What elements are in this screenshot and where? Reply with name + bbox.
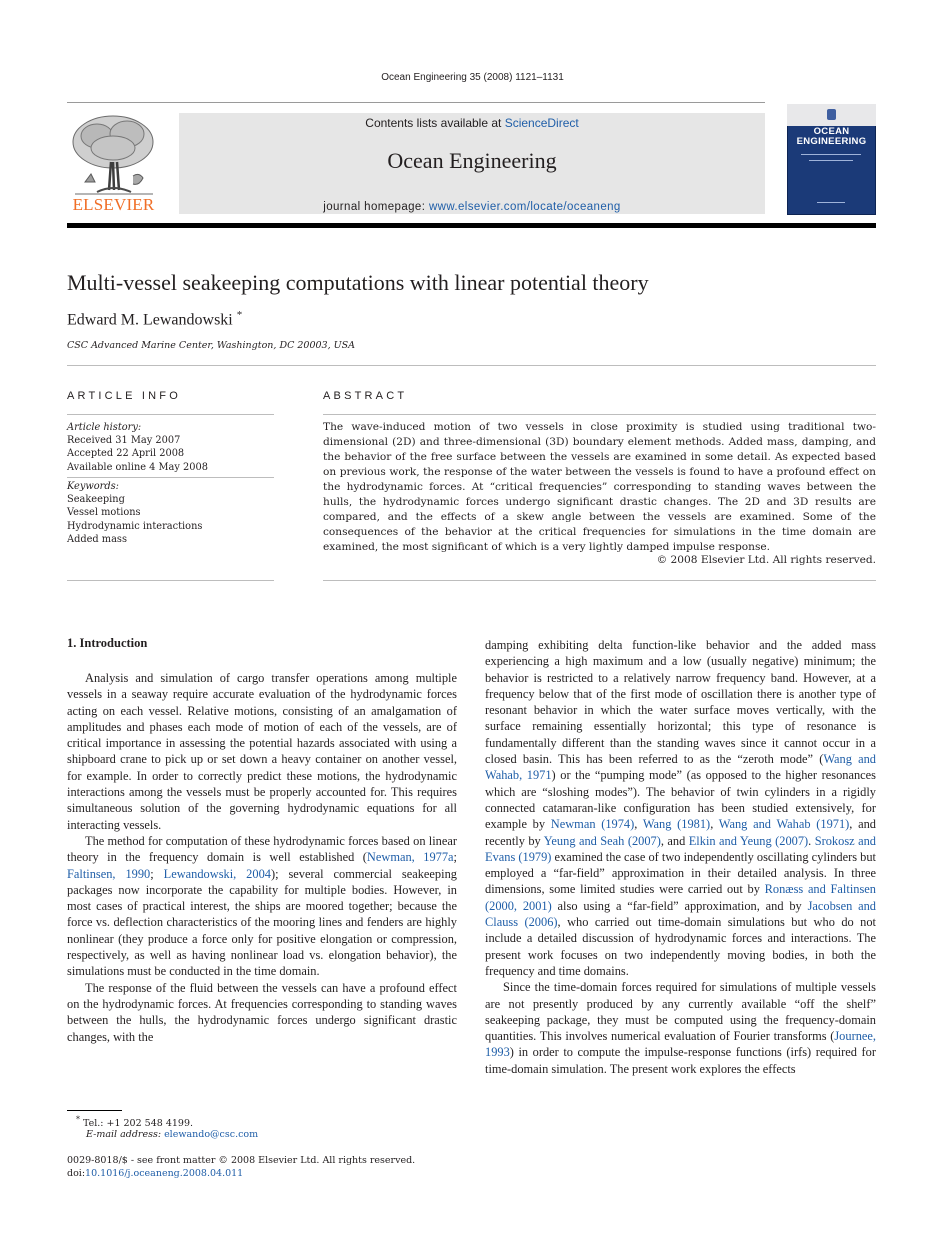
running-header-citation: Ocean Engineering 35 (2008) 1121–1131 (381, 72, 564, 83)
article-history (67, 421, 208, 474)
citation-link[interactable]: Jacobsen and Clauss (2006) (485, 898, 876, 930)
footnote-rule (67, 1110, 122, 1111)
cover-title-line1: OCEAN (813, 126, 850, 137)
body-left-column (67, 670, 457, 1045)
paragraph (67, 833, 457, 980)
author-name: Edward M. Lewandowski (67, 311, 233, 329)
keywords-label: Keywords: (67, 481, 119, 492)
citation-link[interactable]: Lewandowski, 2004 (163, 866, 271, 881)
paragraph-text: ; (453, 850, 457, 865)
paragraph (485, 637, 876, 979)
paragraph-text: ; (150, 866, 164, 881)
abstract-bottom-rule (323, 580, 876, 581)
citation-link[interactable]: Newman, 1977a (366, 850, 454, 865)
article-info-bottom-rule (67, 580, 274, 581)
paragraph-text: ) in order to compute the impulse-response functions (irfs) required for time-domain simulation. The present work explores the effects (485, 1045, 876, 1076)
citation-link[interactable]: Faltinsen, 1990 (67, 866, 151, 881)
paragraph: Analysis and simulation of cargo transfer operations among multiple vessels in a seaway require accurate evaluation of the hydrodynamic forces acting on each vessel. Relative motions, consisting of an amalgamation of amplitudes and phases each mode of motion of each of the vessels, are of critical importance in assessing the potential hazards associated with using a shipboard crane to pick up or set down a heavy container on another vessel, for example. In order to correctly predict these motions, the hydrodynamic interactions among the vessels must be properly accounted for. This requires simultaneous solution of the governing hydrodynamic equations for all interacting vessels. (67, 671, 457, 832)
homepage-link[interactable]: www.elsevier.com/locate/oceaneng (428, 201, 621, 213)
contents-prefix: Contents lists available at (365, 116, 505, 130)
paragraph: The response of the fluid between the vessels can have a profound effect on the hydrodynamic forces. At frequencies corresponding to standing waves between the hulls, the hydrodynamic forces undergo significant drastic changes, with the (67, 980, 457, 1044)
paragraph-text: Since the time-domain forces required for simulations of multiple vessels are not presently produced by any currently available “off the shelf” seakeeping package, they must be computed using the frequency-domain quantities. This involves numerical evaluation of Fourier transforms ( (485, 980, 876, 1044)
journal-title: Ocean Engineering (387, 148, 557, 173)
cover-logo-icon (827, 109, 836, 120)
keyword-item: Seakeeping (67, 494, 125, 506)
header-divider (67, 102, 765, 103)
sciencedirect-link[interactable]: ScienceDirect (504, 116, 579, 130)
paragraph-text: also using a “far-field” approximation, and by (551, 898, 808, 913)
body-right-column (485, 637, 876, 1077)
citation-link[interactable]: Wang (1981) (642, 817, 711, 832)
elsevier-wordmark: ELSEVIER (72, 195, 155, 214)
citation-link[interactable]: Elkin and Yeung (2007) (688, 833, 809, 848)
citation-link[interactable]: Yeung and Seah (2007) (543, 833, 661, 848)
history-accepted: Accepted 22 April 2008 (67, 448, 185, 460)
history-received: Received 31 May 2007 (67, 435, 181, 447)
history-keywords-rule (67, 477, 274, 478)
paragraph-text: damping exhibiting delta function-like behavior and the added mass experiencing a high maximum and a low (usually negative) minimum; the behavior is restricted to a relatively narrow frequency band. However, at a frequency below that of the first mode of oscillation there is another type of resonant behavior in which the water surface moves vertically, with the surface remaining essentially horizontal; this type of resonance is fundamentally different than the standing waves since it cannot occur in a closed basin. This has been referred to as the “zeroth mode” ( (485, 638, 876, 767)
keyword-item: Vessel motions (67, 507, 141, 519)
cover-rule (809, 160, 853, 161)
homepage-prefix: journal homepage: (323, 201, 429, 213)
citation-link[interactable]: Wang and Wahab, 1971 (485, 752, 876, 783)
cover-title-line2: ENGINEERING (796, 136, 867, 147)
citation-link[interactable]: Wang and Wahab (1971) (718, 817, 850, 832)
paragraph-text: , (634, 817, 643, 832)
doi-label: doi: (67, 1168, 86, 1179)
paragraph-text: , and (660, 833, 689, 848)
cover-title (787, 127, 876, 147)
paragraph-text: The method for computation of these hydrodynamic forces based on linear theory in the frequency domain is well established ( (67, 833, 457, 865)
article-info-heading: ARTICLE INFO (67, 390, 181, 402)
citation-link[interactable]: Srokosz and Evans (1979) (485, 833, 876, 864)
abstract-rule (323, 414, 876, 415)
cover-rule (817, 202, 845, 203)
journal-cover-thumbnail[interactable] (787, 104, 876, 215)
section-heading-introduction: 1. Introduction (67, 636, 148, 650)
abstract-copyright: © 2008 Elsevier Ltd. All rights reserved. (656, 554, 876, 566)
email-link[interactable]: elewando@csc.com (164, 1129, 259, 1140)
masthead-rule (67, 223, 876, 228)
footnote-tel-text: Tel.: +1 202 548 4199. (82, 1118, 194, 1130)
keyword-item: Hydrodynamic interactions (67, 520, 203, 532)
journal-homepage (179, 201, 765, 213)
footnote-tel (76, 1115, 193, 1129)
citation-link[interactable]: Journee, 1993 (485, 1029, 876, 1060)
history-online: Available online 4 May 2008 (67, 461, 208, 473)
contents-line (179, 116, 765, 130)
title-divider (67, 365, 876, 366)
footnote-mark: * (76, 1115, 80, 1124)
elsevier-tree-icon (67, 112, 160, 198)
citation-link[interactable]: Ronæss and Faltinsen (2000, 2001) (485, 882, 876, 913)
paragraph-text: examined the case of two independently oscillating cylinders but employed a “far-field” approximation in their detailed analysis. In three dimensions, some limited studies were carried out by (485, 849, 876, 897)
citation-link[interactable]: Newman (1974) (550, 817, 635, 832)
paragraph-text: ) or the “pumping mode” (as opposed to the higher resonances which are “sloshing modes”). The behavior of twin cylinders in a rigidly connected catamaran-like configuration has been studied extensively, for example by (485, 768, 876, 832)
abstract-heading: ABSTRACT (323, 390, 408, 402)
paragraph-text: . (808, 833, 815, 848)
article-info-rule (67, 414, 274, 415)
keywords (67, 480, 202, 546)
author-footnote-mark[interactable]: * (236, 309, 243, 321)
article-title: Multi-vessel seakeeping computations with linear potential theory (67, 270, 649, 295)
footer-issn: 0029-8018/$ - see front matter © 2008 Elsevier Ltd. All rights reserved. (67, 1155, 416, 1166)
affiliation: CSC Advanced Marine Center, Washington, DC 20003, USA (67, 340, 355, 351)
abstract-text: The wave-induced motion of two vessels in close proximity is studied using traditional two-dimensional (2D) and three-dimensional (3D) boundary element methods. Added mass, damping, and the behavior of the free surface between the vessels are examined in some detail. As expected based on previous work, the response of the water between the vessels is found to have a profound effect on the hydrodynamic forces. At “critical frequencies” corresponding to standing waves between the hulls, the hydrodynamic forces undergo significant drastic changes. The 2D and 3D results are compared, and the effects of a skew angle between the vessels are examined. Some of the consequences of the behavior at the critical frequencies for simulations in the time domain are examined, the most significant of which is a very lightly damped impulse response. (323, 421, 876, 553)
history-label: Article history: (67, 422, 142, 433)
paragraph-text: , who carried out time-domain simulations but who do not include a detailed discussion of hydrodynamic forces and interactions. The present work focuses on two independently moving bodies, in both the frequency and time domains. (485, 915, 876, 978)
paragraph-text: , and recently by (485, 817, 876, 848)
paragraph (485, 979, 876, 1077)
paragraph-text: , (710, 817, 719, 832)
doi-link[interactable]: 10.1016/j.oceaneng.2008.04.011 (85, 1168, 244, 1179)
paragraph-text: ); several commercial seakeeping packages now incorporate the capability for multiple bodies. However, in most cases of practical interest, the ships are moored together; because the force vs. deflection characteristics of the mooring lines and fenders are highly nonlinear (they produce a force only for positive elongation or compression, respectively, as well as having nonlinear load vs. elongation behavior), the simulations must be conducted in the time domain. (67, 866, 457, 979)
author-line (67, 309, 242, 329)
footnote-email (86, 1129, 258, 1140)
email-label: E-mail address: (86, 1129, 165, 1140)
journal-banner (179, 113, 765, 214)
footer-doi (67, 1168, 243, 1179)
cover-rule (801, 154, 861, 155)
elsevier-logo[interactable] (67, 112, 160, 214)
keyword-item: Added mass (67, 533, 127, 545)
